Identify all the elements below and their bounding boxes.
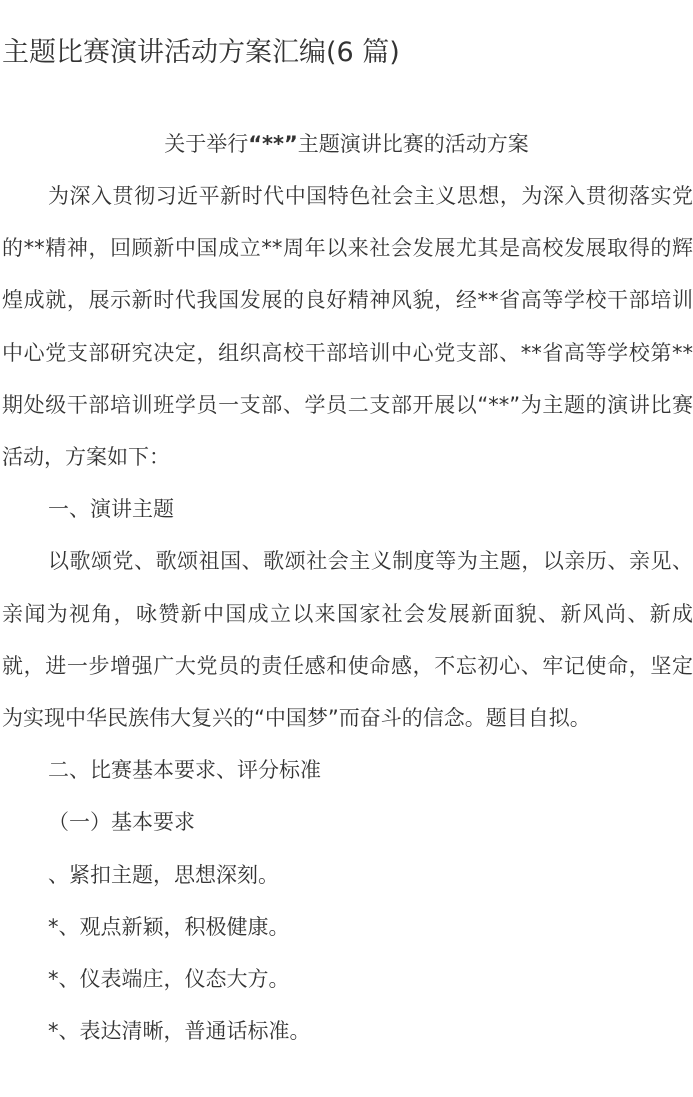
document-body — [2, 170, 693, 1057]
section-heading-requirements: 二、比赛基本要求、评分标准 — [48, 758, 321, 783]
requirement-item: *、观点新颖，积极健康。 — [48, 914, 290, 939]
subsection-heading-basic: （一）基本要求 — [48, 810, 195, 835]
section-heading-theme: 一、演讲主题 — [48, 497, 174, 522]
intro-paragraph: 为深入贯彻习近平新时代中国特色社会主义思想，为深入贯彻落实党的**精神，回顾新中国成立**周年以来社会发展尤其是高校发展取得的辉煌成就，展示新时代我国发展的良好精神风貌，经**省高等学校干部培训中心党支部研究决定，组织高校干部培训中心党支部、**省高等学校第**期处级干部培训班学员一支部、学员二支部开展以“**”为主题的演讲比赛活动，方案如下： — [2, 184, 693, 470]
requirement-item: 、紧扣主题，思想深刻。 — [48, 862, 279, 887]
requirement-item: *、仪表端庄，仪态大方。 — [48, 967, 290, 992]
theme-paragraph: 以歌颂党、歌颂祖国、歌颂社会主义制度等为主题，以亲历、亲见、亲闻为视角，咏赞新中国成立以来国家社会发展新面貌、新风尚、新成就，进一步增强广大党员的责任感和使命感，不忘初心、牢记使命，坚定为实现中华民族伟大复兴的“中国梦”而奋斗的信念。题目自拟。 — [2, 549, 693, 731]
subtitle-prefix: 关于举行 — [164, 132, 249, 156]
subtitle-mark: “**” — [248, 132, 298, 156]
document-title: 主题比赛演讲活动方案汇编(6 篇) — [2, 37, 400, 68]
requirement-item: *、表达清晰，普通话标准。 — [48, 1019, 311, 1044]
subtitle-suffix: 主题演讲比赛的活动方案 — [297, 132, 529, 156]
document-subtitle — [0, 128, 693, 158]
